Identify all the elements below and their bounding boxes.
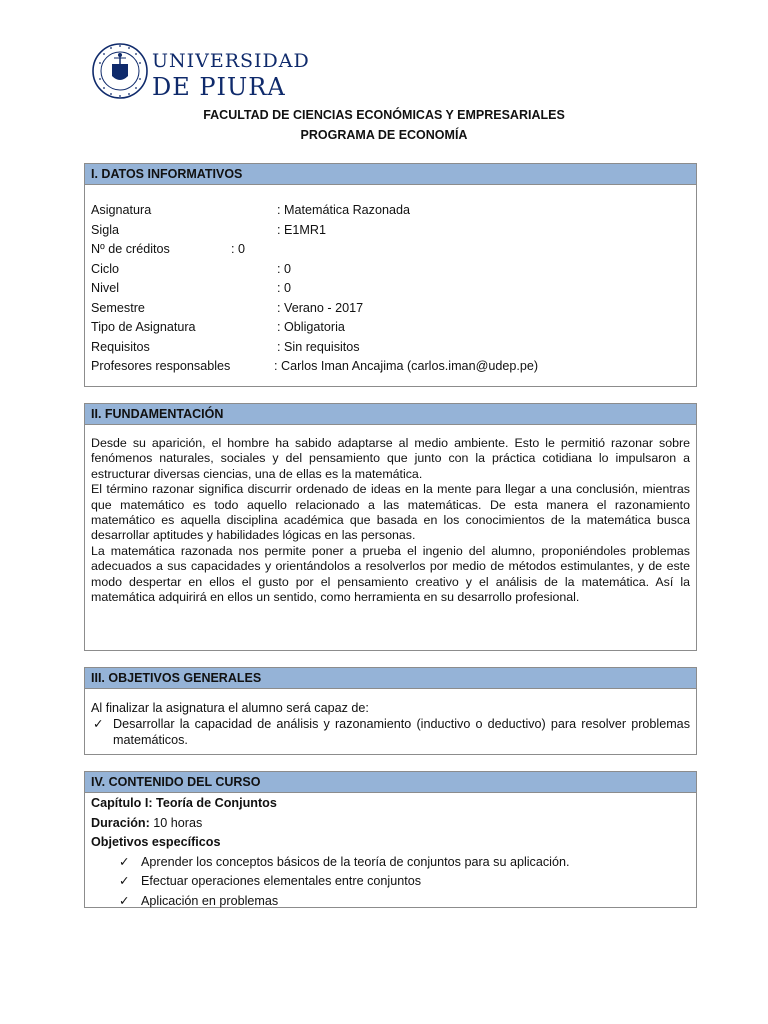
checkmark-icon: ✓	[119, 854, 130, 869]
duration-row	[91, 814, 690, 834]
info-row	[91, 221, 690, 241]
info-label: Sigla	[91, 222, 120, 237]
info-row	[91, 357, 690, 377]
info-value: : 0	[231, 242, 246, 256]
section-heading: II. FUNDAMENTACIÓN	[85, 404, 696, 425]
info-row	[91, 201, 690, 221]
specific-objective-item	[91, 853, 690, 873]
info-value: : Obligatoria	[277, 320, 345, 334]
info-row	[91, 318, 690, 338]
info-label: Ciclo	[91, 261, 119, 276]
info-label: Nivel	[91, 281, 119, 295]
faculty-title: FACULTAD DE CIENCIAS ECONÓMICAS Y EMPRESARIALES	[203, 108, 565, 122]
info-value: : 0	[277, 281, 292, 295]
paragraph: El término razonar significa discurrir ordenado de ideas en la mente para llegar a una conclusión, mientras que matemático es todo aquello relacionado a las matemáticas. De esta manera el razonamiento matemático es aquella disciplina académica que basada en los conocimientos de la matemática busca desarrollar aptitudes y habilidades lógicas en las personas.	[91, 482, 690, 543]
info-value: : Matemática Razonada	[277, 203, 411, 217]
objective-text: Efectuar operaciones elementales entre conjuntos	[141, 874, 422, 888]
checkmark-icon: ✓	[119, 874, 130, 888]
checkmark-icon: ✓	[119, 893, 130, 908]
info-value: : E1MR1	[277, 222, 326, 237]
specific-objective-item	[91, 892, 690, 912]
objective-text: Aplicación en problemas	[141, 893, 279, 908]
duration-label: Duración:	[91, 815, 150, 830]
info-label: Tipo de Asignatura	[91, 320, 196, 334]
info-row	[91, 279, 690, 299]
info-label: Requisitos	[91, 339, 150, 354]
info-label: Profesores responsables	[91, 359, 231, 373]
logo-piura-text: DE PIURA	[152, 73, 286, 101]
objectives-label: Objetivos específicos	[91, 835, 221, 849]
info-row	[91, 260, 690, 280]
info-label: Asignatura	[91, 203, 152, 217]
objective-text: Desarrollar la capacidad de análisis y razonamiento (inductivo o deductivo) para resolver problemas matemáticos.	[113, 717, 690, 747]
objectives-intro: Al finalizar la asignatura el alumno será capaz de:	[91, 701, 369, 715]
contenido-curso-section	[84, 771, 697, 908]
info-row	[91, 338, 690, 358]
checkmark-icon: ✓	[93, 717, 104, 731]
paragraph: Desde su aparición, el hombre ha sabido adaptarse al medio ambiente. Esto le permitió razonar sobre fenómenos naturales, sociales y del pensamiento que junto con la práctica cotidiana lo impulsaron a estructurar diversas ciencias, una de ellas es la matemática.	[91, 436, 690, 481]
info-row	[91, 299, 690, 319]
info-row	[91, 240, 690, 260]
section-heading: I. DATOS INFORMATIVOS	[85, 164, 696, 185]
logo-university-text: UNIVERSIDAD	[152, 50, 310, 72]
info-value: : Verano - 2017	[277, 300, 364, 315]
section-heading: IV. CONTENIDO DEL CURSO	[85, 772, 696, 793]
program-title: PROGRAMA DE ECONOMÍA	[300, 128, 468, 142]
university-seal-icon	[92, 38, 148, 104]
info-value: : 0	[277, 261, 292, 276]
specific-objective-item	[91, 872, 690, 892]
section-heading: III. OBJETIVOS GENERALES	[85, 668, 696, 689]
fundamentacion-section	[84, 403, 697, 651]
chapter-title: Capítulo I: Teoría de Conjuntos	[91, 796, 277, 810]
info-label: Semestre	[91, 300, 145, 315]
university-logo	[92, 38, 310, 108]
paragraph: La matemática razonada nos permite poner a prueba el ingenio del alumno, proponiéndoles problemas adecuados a sus capacidades y orientándolos a resolverlos por medio de métodos estimulantes, y de este modo despertar en ellos el gusto por el pensamiento creativo y el análisis de la matemática. Así la matemática adquirirá en ellos un sentido, como herramienta en su desarrollo profesional.	[91, 543, 690, 605]
duration-value: 10 horas	[149, 815, 203, 830]
objective-item	[91, 716, 690, 748]
info-value: : Sin requisitos	[277, 339, 360, 354]
info-value: : Carlos Iman Ancajima (carlos.iman@udep.pe)	[274, 359, 539, 373]
datos-informativos-section	[84, 163, 697, 387]
objective-text: Aprender los conceptos básicos de la teoría de conjuntos para su aplicación.	[141, 854, 570, 869]
info-label: Nº de créditos	[91, 242, 170, 256]
objetivos-generales-section	[84, 667, 697, 755]
